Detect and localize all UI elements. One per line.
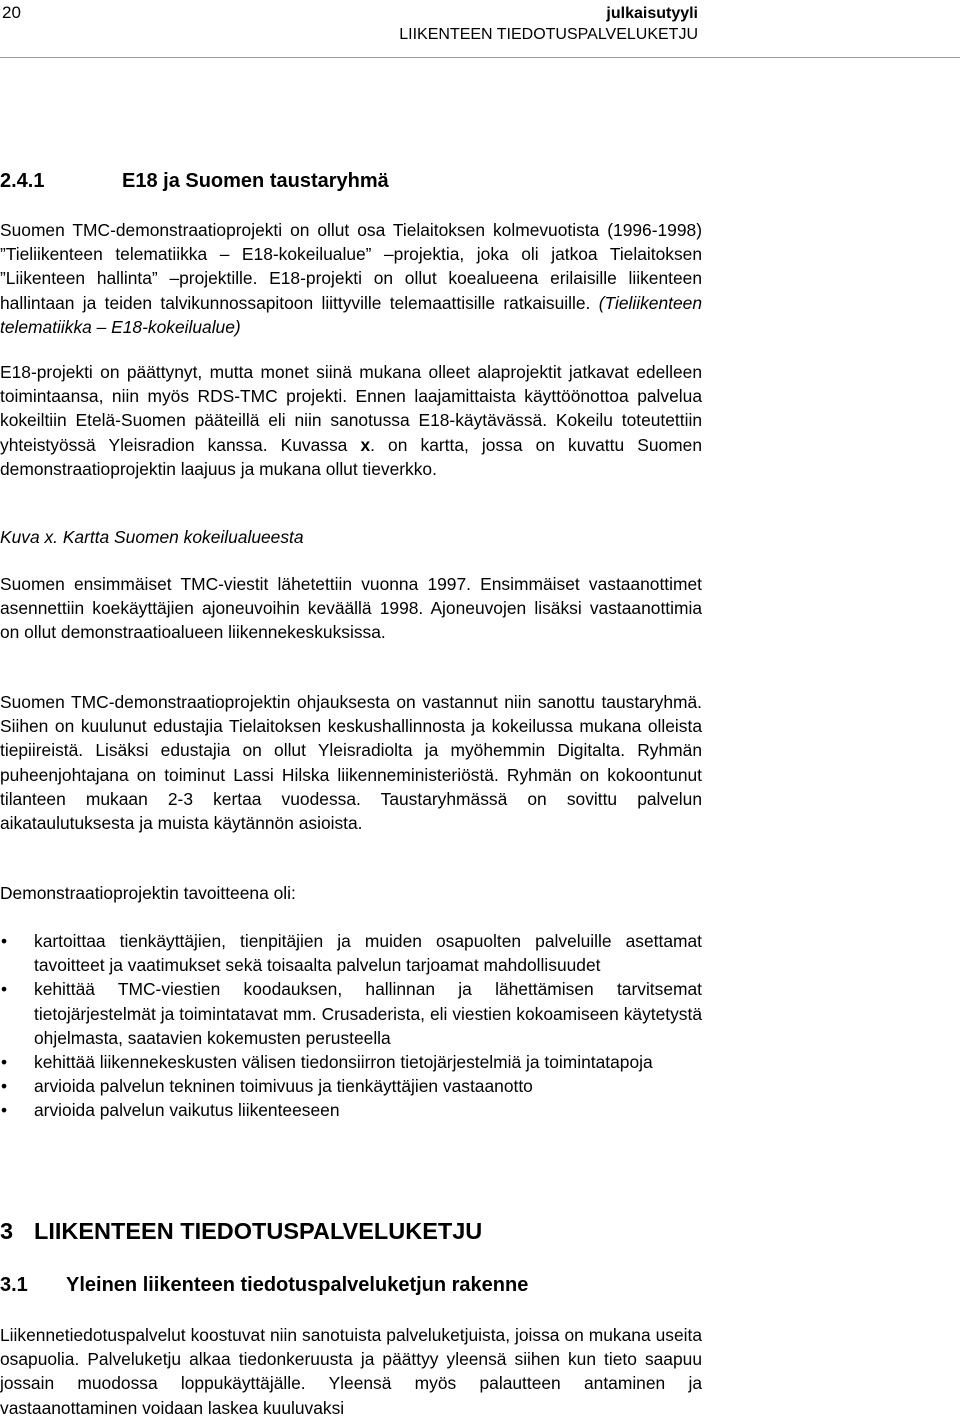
figure-ref: x — [360, 434, 371, 455]
paragraph-1-text: Suomen TMC-demonstraatioprojekti on ollut osa Tielaitoksen kolmevuotista (1996-1998) ”Tieliikenteen telematiikka – E18-kokeilualue” –projektia, joka oli jatkoa Tielaitoksen ”Liikenteen hallinta” –projektille. E18-projekti on ollut koealueena erilaisille liikenteen hallintaan ja teiden talvikunnossapitoon liittyville telemaattisille ratkaisuille. — [0, 220, 702, 313]
running-header — [399, 3, 698, 45]
list-item: • kartoittaa tienkäyttäjien, tienpitäjien ja muiden osapuolten palveluille asettamat tavoitteet ja vaatimukset sekä toisaalta palvelun tarjoamat mahdollisuudet — [1, 931, 702, 976]
bullet-icon: • — [1, 1100, 8, 1121]
list-item: • arvioida palvelun vaikutus liikenteeseen — [0, 1098, 702, 1122]
publication-style: julkaisutyyli — [606, 5, 698, 22]
bullet-icon: • — [1, 931, 8, 951]
paragraph-3-1: Liikennetiedotuspalvelut koostuvat niin sanotuista palveluketjuista, joissa on mukana useita osapuolia. Palveluketju alkaa tiedonkeruusta ja päättyy yleensä siihen kun tieto saapuu jossain muodossa loppukäyttäjälle. Yleensä myös palautteen antaminen ja vastaanottaminen voidaan laskea kuuluvaksi — [0, 1325, 702, 1418]
paragraph-1-italic: (Tieliikenteen telematiikka – E18-kokeilualue) — [0, 292, 702, 337]
list-item: • kehittää TMC-viestien koodauksen, hallinnan ja lähettämisen tarvitsemat tietojärjestelmät ja toimintatavat mm. Crusaderista, eli viestien kokoamiseen käytetystä ohjelmasta, saatavien kokemusten perusteella — [1, 979, 702, 1048]
chapter-heading-title: LIIKENTEEN TIEDOTUSPALVELUKETJU — [34, 1218, 483, 1244]
chapter-heading-3 — [0, 1218, 482, 1245]
chapter-title: LIIKENTEEN TIEDOTUSPALVELUKETJU — [399, 26, 698, 43]
paragraph-3: Suomen ensimmäiset TMC-viestit lähetettiin vuonna 1997. Ensimmäiset vastaanottimet asennettiin koekäyttäjien ajoneuvoihin keväällä 1998. Ajoneuvojen lisäksi vastaanottimia on ollut demonstraatioalueen liikennekeskuksissa. — [0, 574, 702, 643]
section-title: Yleinen liikenteen tiedotuspalveluketjun rakenne — [66, 1274, 529, 1296]
list-item: • arvioida palvelun tekninen toimivuus ja tienkäyttäjien vastaanotto — [0, 1074, 702, 1098]
section-title: E18 ja Suomen taustaryhmä — [122, 170, 389, 192]
bullet-icon: • — [1, 1076, 8, 1097]
section-number: 2.4.1 — [0, 170, 45, 192]
section-number: 3.1 — [0, 1274, 28, 1296]
goals-intro: Demonstraatioprojektin tavoitteena oli: — [0, 883, 296, 903]
list-item: • kehittää liikennekeskusten välisen tiedonsiirron tietojärjestelmiä ja toimintatapoja — [0, 1050, 702, 1074]
header-divider — [0, 57, 960, 58]
bullet-icon: • — [1, 1052, 8, 1073]
goals-list — [0, 929, 702, 1123]
paragraph-4: Suomen TMC-demonstraatioprojektin ohjauksesta on vastannut niin sanottu taustaryhmä. Siihen on kuulunut edustajia Tielaitoksen keskushallinnosta ja kokeilussa mukana olleista tiepiireistä. Lisäksi edustajia on ollut Yleisradiolta ja myöhemmin Digitalta. Ryhmän puheenjohtajana on toiminut Lassi Hilska liikenneministeriöstä. Ryhmän on kokoontunut tilanteen mukaan 2-3 kertaa vuodessa. Taustaryhmässä on sovittu palvelun aikataulutuksesta ja muista käytännön asioista. — [0, 692, 702, 834]
paragraph-2-text-a: E18-projekti on päättynyt, mutta monet siinä mukana olleet alaprojektit jatkavat edelleen toimintaansa, niin myös RDS-TMC projekti. Ennen laajamittaista käyttöönottoa palvelua kokeiltiin Etelä-Suomen pääteillä eli niin sanotussa E18-käytävässä. Kokeilu toteutettiin yhteistyössä Yleisradion kanssa. Kuvassa — [0, 362, 702, 455]
bullet-icon: • — [1, 979, 8, 1000]
paragraph-2-text-b: . on kartta, jossa on kuvattu Suomen demonstraatioprojektin laajuus ja mukana ollut tieverkko. — [0, 434, 702, 479]
chapter-number: 3 — [0, 1218, 14, 1244]
section-heading-3-1 — [0, 1274, 528, 1297]
page-number: 20 — [2, 3, 21, 22]
section-heading-2-4-1 — [0, 170, 389, 193]
paragraph-1 — [0, 218, 702, 339]
figure-caption: Kuva x. Kartta Suomen kokeilualueesta — [0, 527, 304, 547]
paragraph-2 — [0, 360, 702, 481]
